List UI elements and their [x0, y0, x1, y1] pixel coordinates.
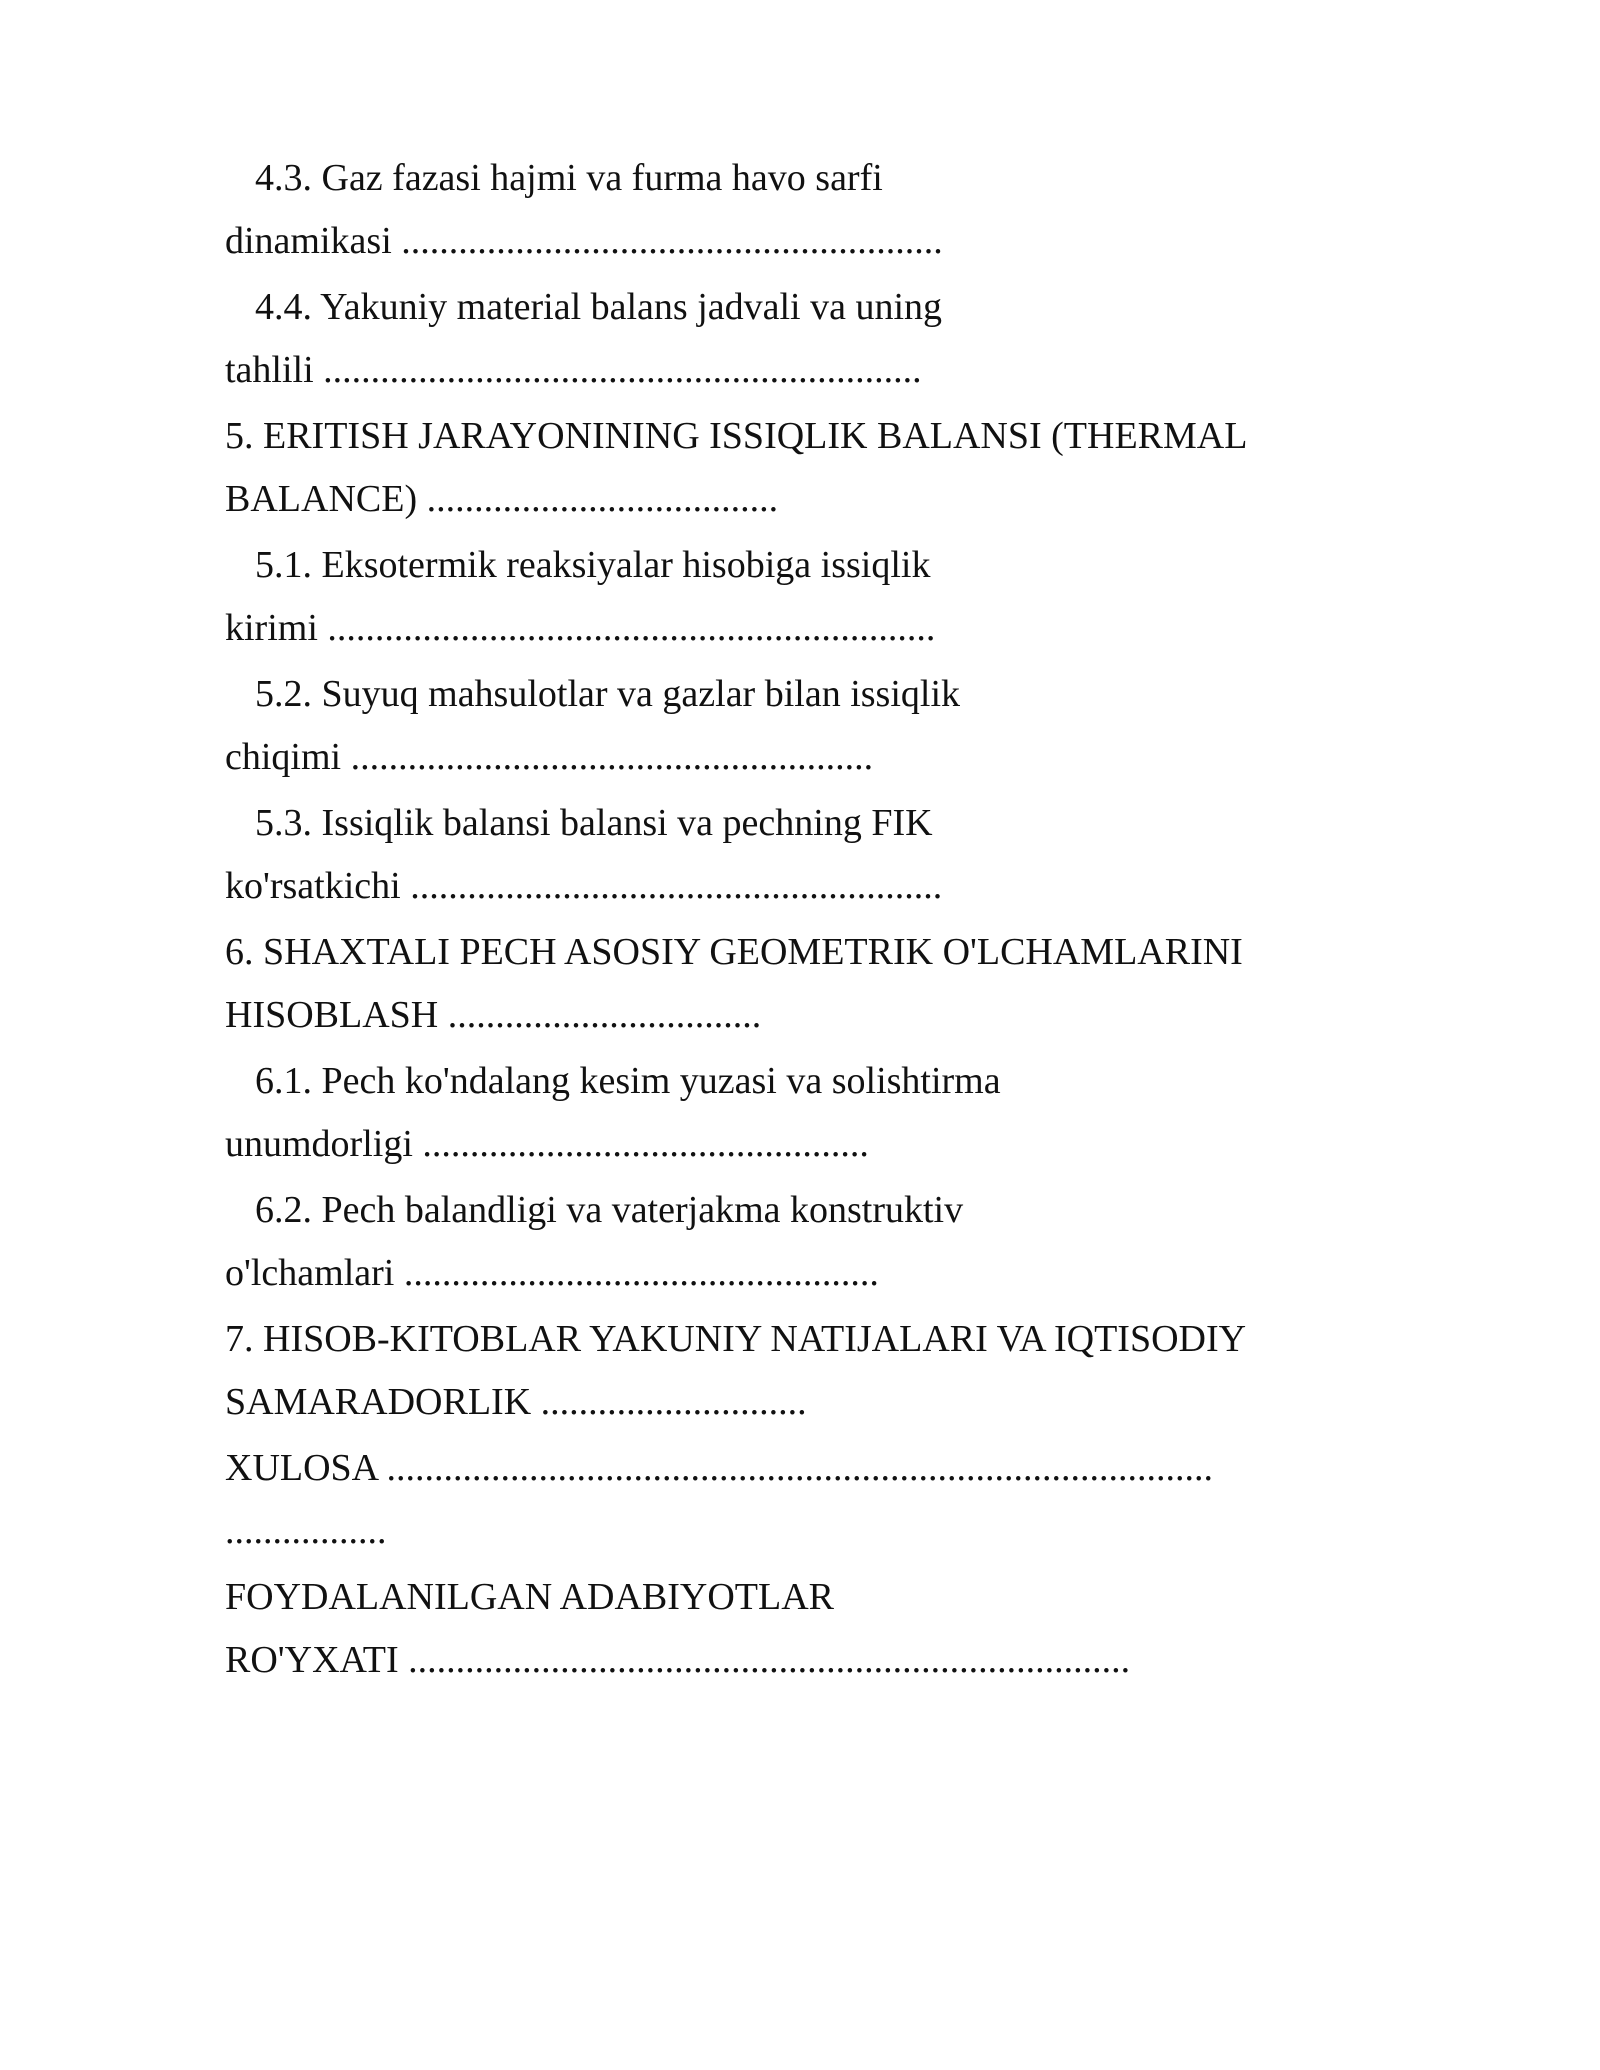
toc-entry-7[interactable]	[225, 1308, 1485, 1433]
toc-entry-6-1[interactable]	[225, 1050, 1485, 1175]
toc-entry-title: 6.2. Pech balandligi va vaterjakma konstruktiv	[255, 1189, 964, 1231]
toc-entry-xulosa[interactable]	[225, 1437, 1485, 1562]
toc-entry-title: 5.1. Eksotermik reaksiyalar hisobiga issiqlik	[255, 544, 931, 586]
toc-entry-title: 6. SHAXTALI PECH ASOSIY GEOMETRIK O'LCHAMLARINI	[225, 931, 1243, 973]
toc-entry-4-4[interactable]	[225, 276, 1485, 401]
toc-entry-leader: HISOBLASH .................................	[225, 993, 762, 1036]
toc-entry-leader: unumdorligi ...............................................	[225, 1122, 869, 1165]
toc-entry-title: 4.4. Yakuniy material balans jadvali va uning	[255, 286, 943, 328]
toc-entry-adabiyotlar[interactable]	[225, 1566, 1485, 1691]
toc-entry-leader: BALANCE) .....................................	[225, 477, 779, 520]
toc-entry-5-1[interactable]	[225, 534, 1485, 659]
toc-entry-leader: ko'rsatkichi ........................................................	[225, 864, 943, 907]
toc-entry-leader: dinamikasi .........................................................	[225, 219, 943, 262]
toc-entry-leader: RO'YXATI ............................................................................	[225, 1638, 1131, 1681]
toc-entry-leader: o'lchamlari ..................................................	[225, 1251, 879, 1294]
toc-entry-title: XULOSA .......................................................................................	[225, 1447, 1214, 1489]
toc-entry-leader: chiqimi .......................................................	[225, 735, 874, 778]
toc-entry-leader: .................	[225, 1509, 387, 1552]
toc-entry-6[interactable]	[225, 921, 1485, 1046]
toc-entry-title: 5.2. Suyuq mahsulotlar va gazlar bilan issiqlik	[255, 673, 961, 715]
toc-entry-title: 5.3. Issiqlik balansi balansi va pechning FIK	[255, 802, 933, 844]
toc-entry-title: FOYDALANILGAN ADABIYOTLAR	[225, 1576, 835, 1618]
toc-entry-title: 4.3. Gaz fazasi hajmi va furma havo sarfi	[255, 157, 883, 199]
toc-entry-5-2[interactable]	[225, 663, 1485, 788]
toc-entry-leader: SAMARADORLIK ............................	[225, 1380, 807, 1423]
table-of-contents	[225, 147, 1485, 1695]
toc-entry-5-3[interactable]	[225, 792, 1485, 917]
toc-entry-6-2[interactable]	[225, 1179, 1485, 1304]
toc-entry-4-3[interactable]	[225, 147, 1485, 272]
toc-entry-title: 7. HISOB-KITOBLAR YAKUNIY NATIJALARI VA IQTISODIY	[225, 1318, 1247, 1360]
toc-entry-title: 5. ERITISH JARAYONINING ISSIQLIK BALANSI (THERMAL	[225, 415, 1248, 457]
toc-entry-title: 6.1. Pech ko'ndalang kesim yuzasi va solishtirma	[255, 1060, 1001, 1102]
toc-entry-leader: kirimi ................................................................	[225, 606, 936, 649]
toc-entry-leader: tahlili ...............................................................	[225, 348, 922, 391]
toc-entry-5[interactable]	[225, 405, 1485, 530]
